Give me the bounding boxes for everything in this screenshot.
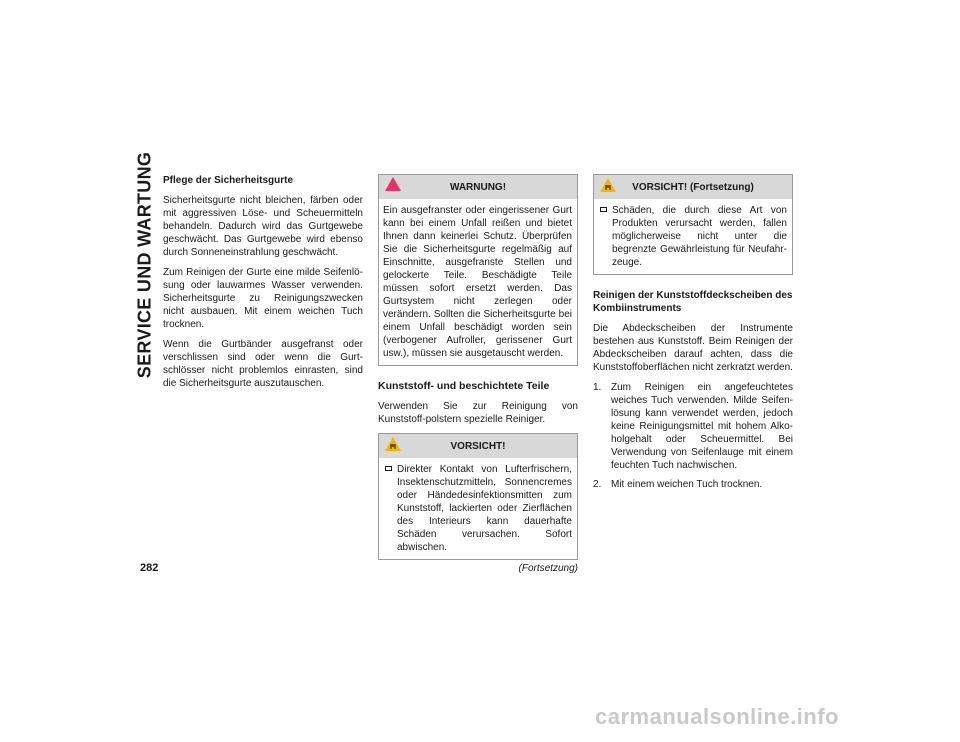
section-title: SERVICE UND WARTUNG [134, 151, 155, 379]
watermark: carmanualsonline.info [595, 704, 839, 729]
heading-cluster-lens: Reinigen der Kunststoffdeckscheiben des Kombiinstruments [593, 290, 793, 314]
caution-bullet [383, 463, 572, 554]
continued-note: (Fortsetzung) [518, 563, 578, 574]
heading-plastic-parts: Kunststoff- und beschichtete Teile [378, 380, 550, 392]
caution-continued-title: VORSICHT! (Fortsetzung) [632, 182, 754, 193]
caution-title: VORSICHT! [450, 441, 506, 452]
caution-continued-box [593, 174, 793, 275]
step-text: Zum Reinigen ein angefeuchtetes weiches Tuch verwenden. Milde Seifen-lösung kann verwendet werden, jedoch keine Reinigungsmittel mit hohem Alko-holgehalt oder Scheuermittel. Bei Verwendung von Seifenlauge mit einem feuchten Tuch nachwischen. [611, 382, 793, 471]
paragraph: Die Abdeckscheiben der Instrumente bestehen aus Kunststoff. Beim Reinigen der Abdeckscheiben darauf achten, dass die Kunststoffoberflächen nicht zerkratzt werden. [593, 323, 793, 373]
list-item [593, 381, 793, 472]
list-item [593, 478, 793, 491]
step-text: Mit einem weichen Tuch trocknen. [611, 479, 763, 490]
square-bullet-icon [600, 207, 607, 212]
column-cluster-lens [593, 174, 793, 497]
column-seatbelt-care [163, 174, 363, 397]
warning-title: WARNUNG! [449, 182, 507, 193]
section-side-tab [134, 151, 155, 379]
paragraph: Zum Reinigen der Gurte eine milde Seifenlö-sung oder lauwarmes Wasser verwenden. Sicherheitsgurte zu Reinigungszwecken nicht ausbauen. Mit einem weichen Tuch trocknen. [163, 267, 363, 330]
caution-box-header [379, 434, 577, 458]
paragraph: Verwenden Sie zur Reinigung von Kunststoff-polstern spezielle Reiniger. [378, 401, 578, 425]
column-plastic-parts [378, 174, 578, 575]
square-bullet-icon [385, 466, 392, 471]
caution-bullet [598, 204, 787, 269]
heading-seatbelt-care: Pflege der Sicherheitsgurte [163, 175, 294, 186]
cleaning-steps-list [593, 381, 793, 491]
step-number: 2. [593, 479, 602, 490]
caution-continued-header [594, 175, 792, 199]
warning-box-header [379, 175, 577, 199]
warning-box [378, 174, 578, 366]
caution-box [378, 433, 578, 560]
warning-text: Ein ausgefranster oder eingerissener Gurt kann bei einem Unfall reißen und bietet Ihnen dann keinerlei Schutz. Überprüfen Sie die Sicherheitsgurte regelmäßig auf Einschnitte, ausgefranste Stellen und gelockerte Teile. Beschädigte Teile müssen sofort ersetzt werden. Das Gurtsystem nicht zerlegen oder verändern. Sollten die Sicherheitsgurte bei einem Unfall beschädigt worden sein (verbogener Aufroller, gerissener Gurt usw.), müssen sie ausgetauscht werden. [383, 205, 572, 359]
paragraph: Sicherheitsgurte nicht bleichen, färben oder mit aggressiven Löse- und Scheuermitteln behandeln. Dadurch wird das Gurtgewebe geschwächt. Das Gurtgewebe wird ebenso durch Sonneneinstrahlung geschwächt. [163, 195, 363, 258]
paragraph: Wenn die Gurtbänder ausgefranst oder verschlissen sind oder wenn die Gurt-schlösser nicht problemlos einrasten, sind die Sicherheitsgurte auszutauschen. [163, 339, 363, 389]
caution-bullet-text: Schäden, die durch diese Art von Produkten verursacht werden, fallen möglicherweise nicht unter die begrenzte Gewährleistung für Neufahr-zeuge. [612, 205, 787, 268]
page-number: 282 [140, 562, 159, 574]
caution-bullet-text: Direkter Kontakt von Lufterfrischern, Insektenschutzmitteln, Sonnencremes oder Händedesinfektionsmitten zum Kunststoff, lackierten oder Zierflächen des Interieurs kann dauerhafte Schäden verursachen. Sofort abwischen. [397, 464, 572, 553]
step-number: 1. [593, 382, 602, 393]
